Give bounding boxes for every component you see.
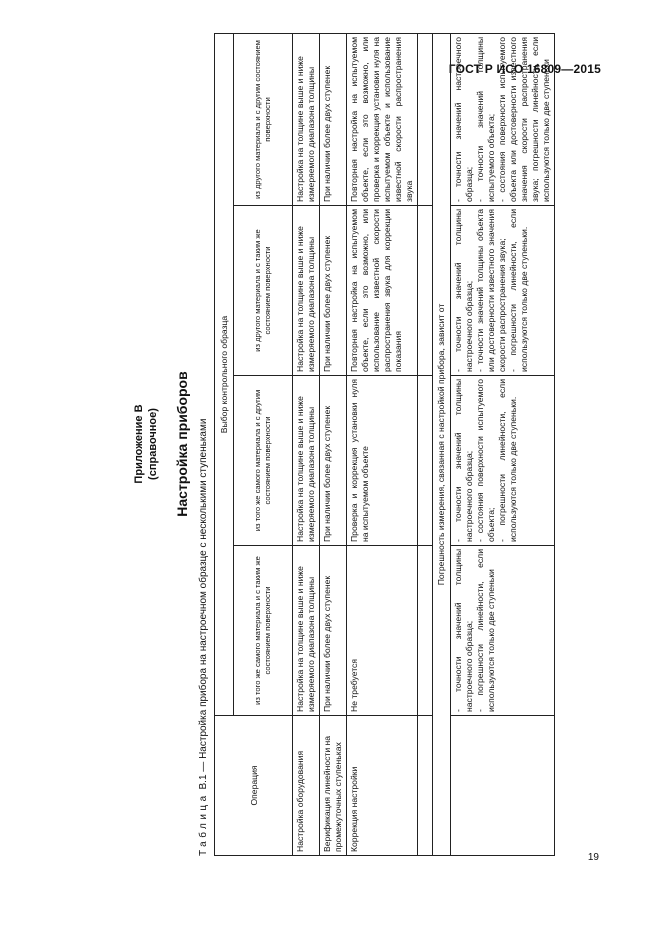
- row-operation: Коррекция настройки: [347, 716, 418, 856]
- section-title: Настройка приборов: [174, 371, 190, 517]
- table-cell: Повторная настройка на испытуемом объекте, если это возможно, или использование известной скорости распространения звука для коррекции показания: [347, 206, 418, 376]
- accuracy-row: [451, 33, 555, 855]
- header-sample-choice: Выбор контрольного образца: [215, 33, 234, 715]
- table-cell: Повторная настройка на испытуемом объекте, если это возможно, или проверка и коррекция установки нуля на испытуемом объекте и использование известной скорости распространения звука: [347, 33, 418, 205]
- subheader-other-material-same-surface: из другого материала и с таким же состоянием поверхности: [234, 206, 293, 376]
- list-item: - точности значений толщины настроечного образца;: [453, 379, 474, 542]
- accuracy-cell: [451, 33, 555, 205]
- accuracy-cell: [451, 206, 555, 376]
- list-item: - погрешности линейности, если используются только две ступеньки.: [497, 379, 518, 542]
- page-number: 19: [587, 852, 599, 863]
- list-item: - состояния поверхности испытуемого объекта или достоверности известного значения скорости распространения звука; погрешности линейности, если используются только две ступеньки: [497, 36, 551, 202]
- standard-header: ГОСТ Р ИСО 16809—2015: [448, 62, 601, 76]
- table-cell: При наличии более двух ступенек: [320, 546, 347, 716]
- list-item: - точности значений толщины настроечного образца;: [453, 209, 474, 372]
- table-row: [320, 33, 347, 855]
- calibration-table: [214, 33, 555, 856]
- appendix-qualifier: (справочное): [147, 408, 159, 480]
- table-cell: При наличии более двух ступенек: [320, 376, 347, 546]
- table-cell: Настройка на толщине выше и ниже измеряемого диапазона толщины: [293, 206, 320, 376]
- table-row: [418, 33, 433, 855]
- table-cell: При наличии более двух ступенек: [320, 33, 347, 205]
- list-item: - точности значений толщины объекта или достоверности известного значения скорости распространения звука;: [475, 209, 507, 372]
- accuracy-heading: Погрешность измерения, связанная с настройкой прибора, зависит от: [433, 33, 451, 855]
- accuracy-cell: [451, 546, 555, 716]
- subheader-other-material-other-surface: из другого материала и с другим состоянием поверхности: [234, 33, 293, 205]
- rotated-sheet: [126, 26, 661, 862]
- row-operation: Настройка оборудования: [293, 716, 320, 856]
- list-item: - погрешности линейности, если используются только две ступеньки: [475, 549, 496, 712]
- table-cell: [418, 206, 433, 376]
- subheader-same-material-other-surface: из того же самого материала и с другим состоянием поверхности: [234, 376, 293, 546]
- table-row: [347, 33, 418, 855]
- header-operation: Операция: [215, 716, 293, 856]
- table-row: [293, 33, 320, 855]
- table-cell: Настройка на толщине выше и ниже измеряемого диапазона толщины: [293, 546, 320, 716]
- table-cell: [418, 33, 433, 205]
- list-item: - состояния поверхности испытуемого объекта;: [475, 379, 496, 542]
- table-cell: При наличии более двух ступенек: [320, 206, 347, 376]
- table-cell: Не требуется: [347, 546, 418, 716]
- list-item: - погрешности линейности, если используются только две ступеньки.: [508, 209, 529, 372]
- caption-text: — Настройка прибора на настроечном образце с несколькими ступеньками: [198, 418, 209, 772]
- list-item: - точности значений толщины настроечного образца;: [453, 549, 474, 712]
- accuracy-cell: [451, 376, 555, 546]
- subheader-same-material-same-surface: из того же самого материала и с таким же состоянием поверхности: [234, 546, 293, 716]
- row-operation: Верификация линейности на промежуточных ступеньках: [320, 716, 347, 856]
- caption-number: В.1: [198, 774, 209, 790]
- list-item: - точности значений толщины испытуемого объекта;: [475, 36, 496, 202]
- table-cell: Настройка на толщине выше и ниже измеряемого диапазона толщины: [293, 376, 320, 546]
- table-cell: [418, 546, 433, 716]
- appendix-label: Приложение В: [133, 404, 145, 484]
- list-item: - точности значений настроечного образца;: [453, 36, 474, 202]
- table-header-row: [215, 33, 234, 855]
- table-cell: [451, 716, 555, 856]
- appendix-heading: [132, 26, 160, 862]
- accuracy-heading-row: [433, 33, 451, 855]
- table-cell: [418, 716, 433, 856]
- table-cell: [418, 376, 433, 546]
- table-cell: Настройка на толщине выше и ниже измеряемого диапазона толщины: [293, 33, 320, 205]
- table-caption: [198, 419, 209, 856]
- caption-prefix: Таблица: [198, 792, 209, 856]
- table-cell: Проверка и коррекция установки нуля на испытуемом объекте: [347, 376, 418, 546]
